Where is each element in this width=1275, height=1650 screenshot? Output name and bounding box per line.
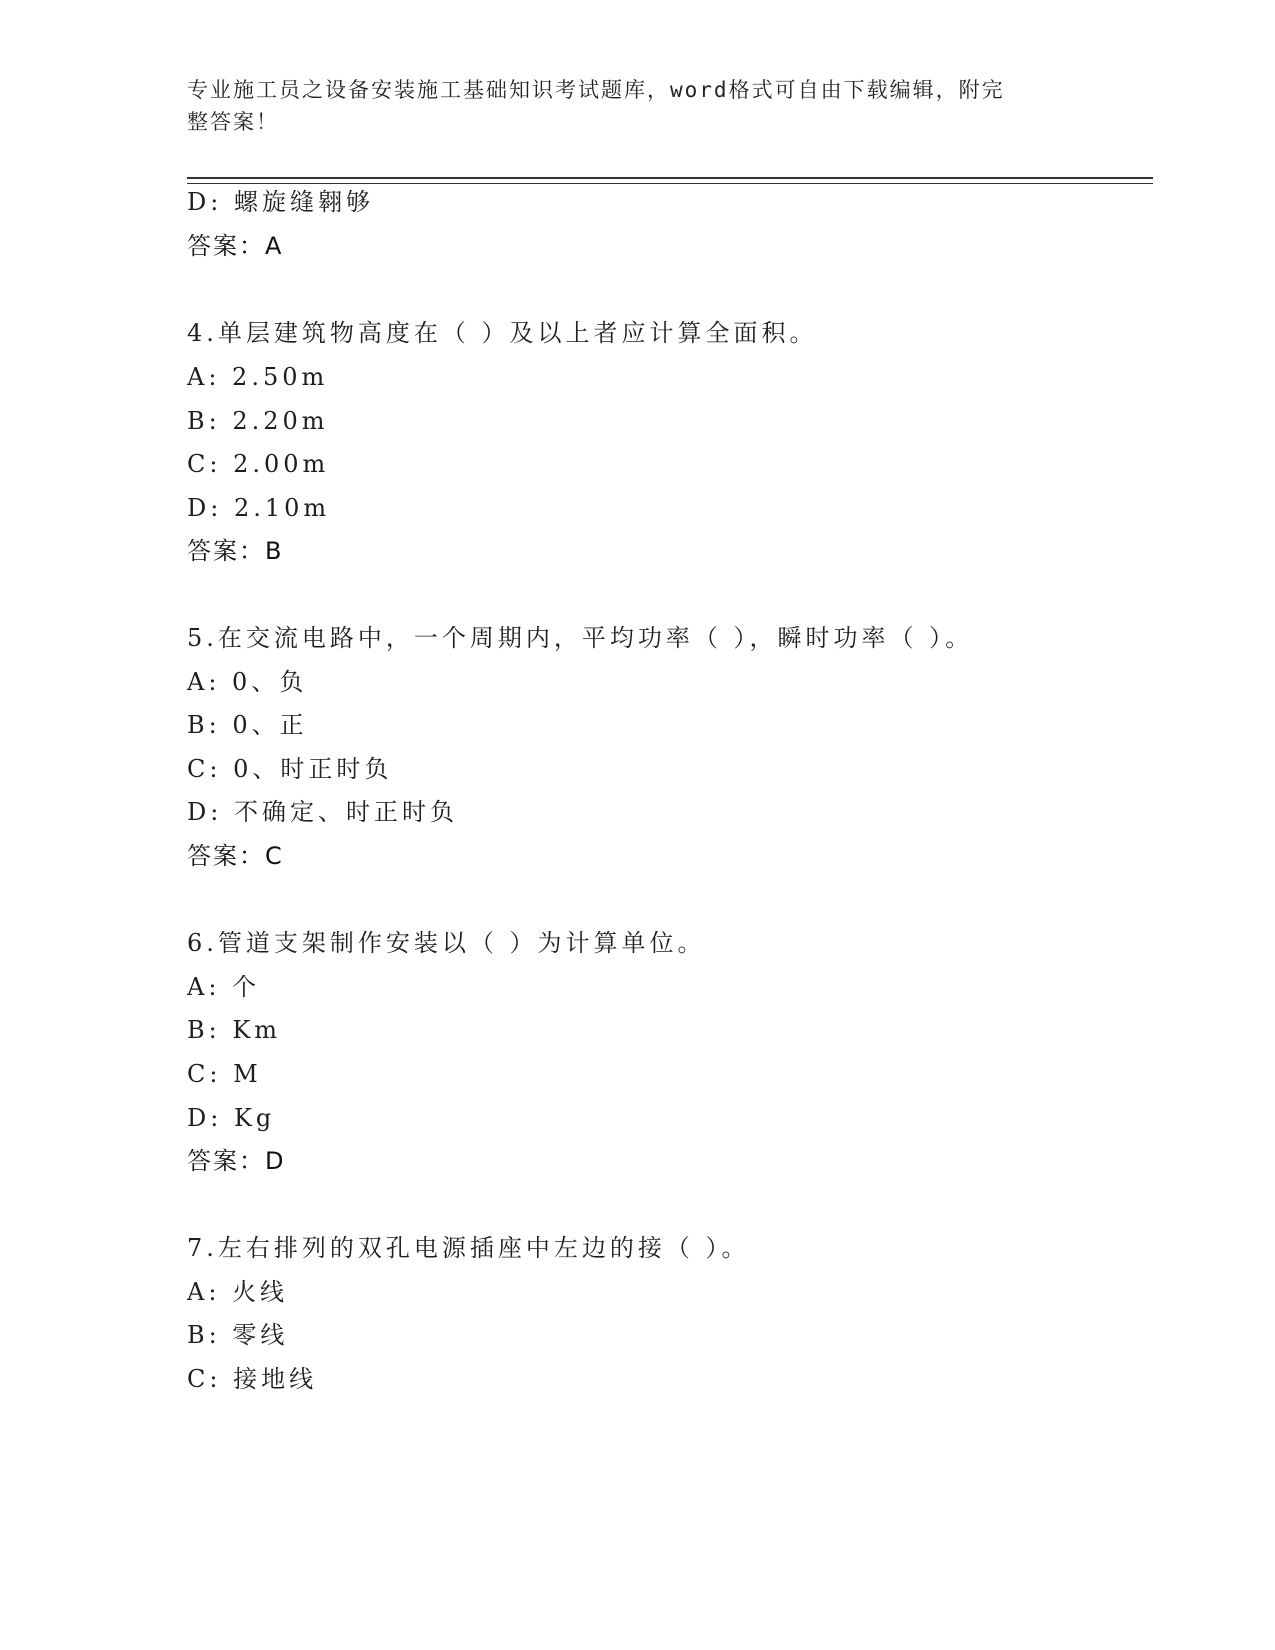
question-6-option-b: B: Km (187, 1016, 282, 1044)
header-divider-thick (187, 177, 1153, 179)
question-7-option-a: A: 火线 (187, 1278, 289, 1306)
question-6-stem: 6.管道支架制作安装以（ ）为计算单位。 (187, 929, 706, 957)
question-5-option-a: A: 0、负 (187, 668, 308, 696)
question-4-option-c: C: 2.00m (187, 450, 330, 478)
question-4-option-d: D: 2.10m (187, 494, 331, 522)
question-7-option-b: B: 零线 (187, 1321, 289, 1349)
header-line-2: 整答案！ (187, 110, 279, 134)
question-5-stem: 5.在交流电路中，一个周期内，平均功率（ ），瞬时功率（ ）。 (187, 624, 974, 652)
header-divider-thin (187, 183, 1153, 184)
question-4-stem: 4.单层建筑物高度在（ ）及以上者应计算全面积。 (187, 319, 818, 347)
question-6-option-c: C: M (187, 1060, 262, 1088)
question-5-option-b: B: 0、正 (187, 711, 308, 739)
question-6-option-a: A: 个 (187, 973, 261, 1001)
question-5-option-d: D: 不确定、时正时负 (187, 798, 458, 826)
question-6-option-d: D: Kg (187, 1104, 276, 1132)
question-6-answer: 答案：D (187, 1147, 286, 1175)
answer-line: 答案：A (187, 232, 284, 260)
question-4-option-a: A: 2.50m (187, 363, 329, 391)
question-5-answer: 答案：C (187, 842, 284, 870)
question-5-option-c: C: 0、时正时负 (187, 755, 393, 783)
question-4-answer: 答案：B (187, 537, 284, 565)
option-d: D: 螺旋缝翱够 (187, 188, 374, 216)
question-7-stem: 7.左右排列的双孔电源插座中左边的接（ ）。 (187, 1234, 750, 1262)
header-line-1: 专业施工员之设备安装施工基础知识考试题库，word格式可自由下载编辑，附完 (187, 78, 1005, 102)
question-4-option-b: B: 2.20m (187, 407, 329, 435)
question-7-option-c: C: 接地线 (187, 1365, 318, 1393)
document-header (187, 74, 1067, 138)
